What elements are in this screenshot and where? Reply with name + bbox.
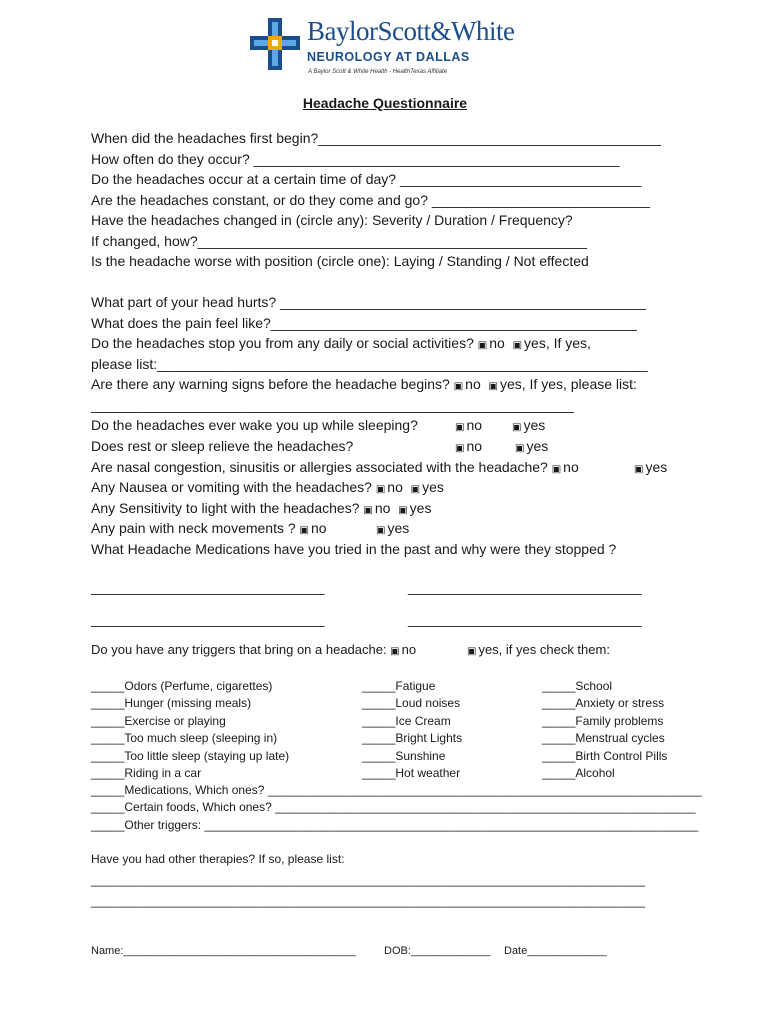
trigger-item[interactable]: _____Too much sleep (sleeping in) <box>91 731 278 745</box>
yes-label: yes <box>422 479 444 495</box>
checkbox-icon[interactable]: ▣ <box>512 340 523 351</box>
checkbox-icon[interactable]: ▣ <box>363 505 373 516</box>
page-title: Headache Questionnaire <box>302 95 468 111</box>
medication-line[interactable]: ______________________________ <box>91 579 325 595</box>
trigger-item[interactable]: _____Ice Cream <box>362 714 451 728</box>
question-rest: Does rest or sleep relieve the headaches? <box>91 438 354 454</box>
question-head-part: What part of your head hurts? _______________________________________________ <box>91 294 647 310</box>
question-how-often: How often do they occur? _______________________________________________ <box>91 151 620 167</box>
question-first-begin: When did the headaches first begin?____________________________________________ <box>91 130 661 146</box>
triggers-yes[interactable] <box>467 642 610 657</box>
question-constant: Are the headaches constant, or do they come and go? ____________________________ <box>91 192 650 208</box>
warning-list-line: ______________________________________________________________ <box>91 397 574 413</box>
question-neck <box>91 518 327 541</box>
neck-yes[interactable] <box>376 518 409 541</box>
no-label: no <box>401 642 417 657</box>
question-warning-signs <box>91 374 637 397</box>
yes-label: yes, if yes check them: <box>478 642 610 657</box>
trigger-item[interactable]: _____Too little sleep (staying up late) <box>91 749 290 763</box>
rest-no[interactable] <box>455 436 482 459</box>
question-text: Do you have any triggers that bring on a headache: <box>91 642 387 657</box>
name-field[interactable]: Name:______________________________________ <box>91 945 356 957</box>
question-wake: Do the headaches ever wake you up while sleeping? <box>91 417 418 433</box>
checkbox-icon[interactable]: ▣ <box>398 505 408 516</box>
trigger-item[interactable]: _____Bright Lights <box>362 731 463 745</box>
checkbox-icon[interactable]: ▣ <box>477 340 488 351</box>
trigger-item[interactable]: _____Menstrual cycles <box>542 731 665 745</box>
yes-label: yes <box>387 520 410 536</box>
question-text: Any Sensitivity to light with the headaches? <box>91 500 360 516</box>
question-text: Are nasal congestion, sinusitis or allergies associated with the headache? <box>91 459 548 475</box>
activities-list-line: please list:_______________________________________________________________ <box>91 356 648 372</box>
checkbox-icon[interactable]: ▣ <box>512 422 522 433</box>
question-stop-activities <box>91 333 591 356</box>
checkbox-icon[interactable]: ▣ <box>455 422 465 433</box>
no-label: no <box>387 479 403 495</box>
trigger-foods[interactable]: _____Certain foods, Which ones? _______________________________________________________________ <box>91 800 696 814</box>
checkbox-icon[interactable]: ▣ <box>410 484 421 495</box>
nasal-yes[interactable] <box>634 457 667 480</box>
wake-no[interactable] <box>455 415 482 438</box>
logo <box>250 16 540 80</box>
question-text: Are there any warning signs before the headache begins? <box>91 376 450 392</box>
checkbox-icon[interactable]: ▣ <box>551 464 562 475</box>
trigger-item[interactable]: _____Loud noises <box>362 696 461 710</box>
question-changed-how: If changed, how?__________________________________________________ <box>91 233 587 249</box>
checkbox-icon[interactable]: ▣ <box>390 646 400 657</box>
question-medications: What Headache Medications have you tried in the past and why were they stopped ? <box>91 541 617 557</box>
no-label: no <box>465 376 481 392</box>
trigger-item[interactable]: _____Odors (Perfume, cigarettes) <box>91 679 273 693</box>
trigger-medications[interactable]: _____Medications, Which ones? _________________________________________________________________ <box>91 783 702 797</box>
question-position: Is the headache worse with position (circle one): Laying / Standing / Not effected <box>91 253 589 269</box>
no-label: no <box>374 500 391 516</box>
checkbox-icon[interactable]: ▣ <box>299 525 309 536</box>
trigger-item[interactable]: _____Hunger (missing meals) <box>91 696 252 710</box>
trigger-item[interactable]: _____Riding in a car <box>91 766 202 780</box>
question-triggers <box>91 642 416 657</box>
trigger-item[interactable]: _____Hot weather <box>362 766 461 780</box>
therapies-line[interactable]: ___________________________________________________________________________________ <box>91 894 645 908</box>
yes-label: yes <box>645 459 668 475</box>
cross-logo-icon <box>250 18 300 70</box>
question-text: Any Nausea or vomiting with the headaches? <box>91 479 372 495</box>
yes-label: yes <box>526 438 549 454</box>
yes-label: yes <box>523 417 546 433</box>
wake-yes[interactable] <box>512 415 545 438</box>
brand-name: BaylorScott&White <box>307 16 515 46</box>
yes-label: yes, If yes, please list: <box>499 376 637 392</box>
checkbox-icon[interactable]: ▣ <box>453 381 464 392</box>
rest-yes[interactable] <box>515 436 548 459</box>
question-text: Do the headaches stop you from any daily or social activities? <box>91 335 474 351</box>
checkbox-icon[interactable]: ▣ <box>375 484 386 495</box>
checkbox-icon[interactable]: ▣ <box>488 381 498 392</box>
trigger-item[interactable]: _____Fatigue <box>362 679 436 693</box>
checkbox-icon[interactable]: ▣ <box>515 443 525 454</box>
checkbox-icon[interactable]: ▣ <box>455 443 465 454</box>
question-time-of-day: Do the headaches occur at a certain time of day? _______________________________ <box>91 171 642 187</box>
medication-line[interactable]: ______________________________ <box>408 579 642 595</box>
medication-line[interactable]: ______________________________ <box>91 611 325 627</box>
date-field[interactable]: Date_____________ <box>504 945 607 957</box>
question-pain-feel: What does the pain feel like?_______________________________________________ <box>91 315 637 331</box>
yes-label: yes, If yes, <box>524 335 591 351</box>
question-text: Any pain with neck movements ? <box>91 520 296 536</box>
trigger-item[interactable]: _____Sunshine <box>362 749 446 763</box>
trigger-item[interactable]: _____Exercise or playing <box>91 714 226 728</box>
no-label: no <box>311 520 327 536</box>
no-label: no <box>563 459 579 475</box>
no-label: no <box>489 335 505 351</box>
therapies-label: Have you had other therapies? If so, please list: <box>91 852 345 866</box>
trigger-item[interactable]: _____Anxiety or stress <box>542 696 665 710</box>
therapies-line[interactable]: ___________________________________________________________________________________ <box>91 873 645 887</box>
trigger-item[interactable]: _____Birth Control Pills <box>542 749 668 763</box>
checkbox-icon[interactable]: ▣ <box>467 646 477 657</box>
no-label: no <box>466 417 483 433</box>
trigger-item[interactable]: _____Alcohol <box>542 766 615 780</box>
checkbox-icon[interactable]: ▣ <box>376 525 386 536</box>
dob-field[interactable]: DOB:_____________ <box>384 945 491 957</box>
affiliate-text: A Baylor Scott & White Health - HealthTexas Affiliate <box>308 69 448 75</box>
question-nausea <box>91 477 444 500</box>
division-name: NEUROLOGY AT DALLAS <box>307 50 470 64</box>
trigger-item[interactable]: _____School <box>542 679 613 693</box>
question-changed: Have the headaches changed in (circle any): Severity / Duration / Frequency? <box>91 212 573 228</box>
checkbox-icon[interactable]: ▣ <box>634 464 644 475</box>
no-label: no <box>466 438 483 454</box>
yes-label: yes <box>409 500 432 516</box>
trigger-item[interactable]: _____Family problems <box>542 714 664 728</box>
trigger-other[interactable]: _____Other triggers: __________________________________________________________________________ <box>91 818 699 832</box>
medication-line[interactable]: ______________________________ <box>408 611 642 627</box>
